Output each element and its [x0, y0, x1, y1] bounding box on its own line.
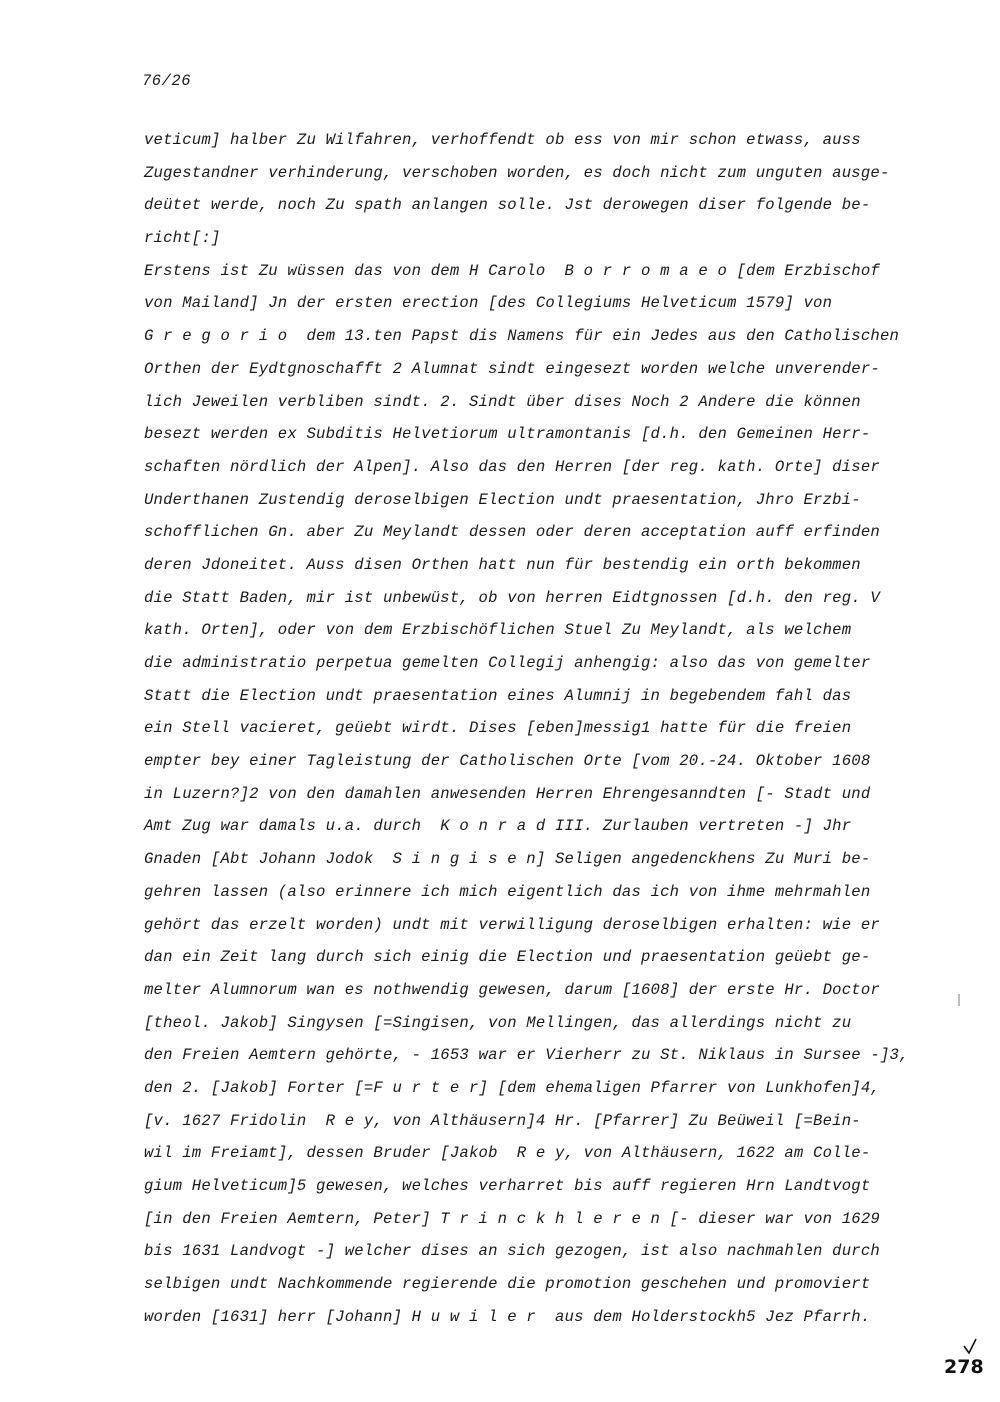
- text-line: die administratio perpetua gemelten Collegij anhengig: also das von gemelter: [144, 654, 871, 672]
- text-line: melter Alumnorum wan es nothwendig gewesen, darum [1608] der erste Hr. Doctor: [144, 980, 880, 999]
- text-line: den 2. [Jakob] Forter [=F u r t e r] [dem ehemaligen Pfarrer von Lunkhofen]4,: [144, 1078, 880, 1097]
- text-line: [theol. Jakob] Singysen [=Singisen, von Mellingen, das allerdings nicht zu: [144, 1013, 852, 1032]
- document-body: [144, 124, 934, 1333]
- text-line: Erstens ist Zu wüssen das von dem H Carolo B o r r o m a e o [dem Erzbischof: [144, 261, 880, 280]
- text-line: [in den Freien Aemtern, Peter] T r i n c k h l e r e n [- dieser war von 1629: [144, 1209, 880, 1228]
- text-line: kath. Orten], oder von dem Erzbischöflichen Stuel Zu Meylandt, als welchem: [144, 621, 852, 640]
- text-line: G r e g o r i o dem 13.ten Papst dis Namens für ein Jedes aus den Catholischen: [144, 327, 900, 346]
- archive-stamp: 278: [944, 1356, 984, 1378]
- text-line: gehren lassen (also erinnere ich mich eigentlich das ich von ihme mehrmahlen: [144, 882, 871, 901]
- text-line: [v. 1627 Fridolin R e y, von Althäusern]4 Hr. [Pfarrer] Zu Beüweil [=Bein-: [144, 1111, 861, 1130]
- text-line: selbigen undt Nachkommende regierende die promotion geschehen und promoviert: [144, 1275, 871, 1294]
- text-line: empter bey einer Tagleistung der Catholischen Orte [vom 20.-24. Oktober 1608: [144, 752, 871, 771]
- text-line: die Statt Baden, mir ist unbewüst, ob von herren Eidtgnossen [d.h. den reg. V: [144, 588, 880, 607]
- text-line: bis 1631 Landvogt -] welcher dises an sich gezogen, ist also nachmahlen durch: [144, 1242, 880, 1261]
- text-line: Underthanen Zustendig deroselbigen Election undt praesentation, Jhro Erzbi-: [144, 490, 861, 509]
- text-line: ein Stell vacieret, geüebt wirdt. Dises [eben]messig1 hatte für die freien: [144, 719, 852, 738]
- text-line: schofflichen Gn. aber Zu Meylandt dessen oder deren acceptation auff erfinden: [144, 523, 880, 542]
- text-line: deütet werde, noch Zu spath anlangen solle. Jst derowegen diser folgende be-: [144, 196, 871, 215]
- check-icon: [962, 1338, 978, 1356]
- text-line: Amt Zug war damals u.a. durch K o n r a d III. Zurlauben vertreten -] Jhr: [144, 817, 852, 836]
- text-line: dan ein Zeit lang durch sich einig die Election und praesentation geüebt ge-: [144, 948, 871, 967]
- text-line: Orthen der Eydtgnoschafft 2 Alumnat sindt eingesezt worden welche unverender-: [144, 359, 880, 378]
- text-line: gehört das erzelt worden) undt mit verwilligung deroselbigen erhalten: wie er: [144, 915, 880, 934]
- text-line: Gnaden [Abt Johann Jodok S i n g i s e n] Seligen angedenckhens Zu Muri be-: [144, 850, 871, 869]
- margin-mark: [958, 994, 960, 1006]
- text-line: worden [1631] herr [Johann] H u w i l e r aus dem Holderstockh5 Jez Pfarrh.: [144, 1307, 871, 1326]
- text-line: lich Jeweilen verbliben sindt. 2. Sindt über dises Noch 2 Andere die können: [144, 392, 861, 411]
- text-line: den Freien Aemtern gehörte, - 1653 war er Vierherr zu St. Niklaus in Sursee -]3,: [144, 1046, 909, 1065]
- text-line: veticum] halber Zu Wilfahren, verhoffendt ob ess von mir schon etwass, auss: [144, 131, 861, 149]
- page-reference: 76/26: [142, 72, 192, 90]
- text-line: gium Helveticum]5 gewesen, welches verharret bis auff regieren Hrn Landtvogt: [144, 1177, 871, 1195]
- text-line: Zugestandner verhinderung, verschoben worden, es doch nicht zum unguten ausge-: [144, 163, 890, 182]
- text-line: von Mailand] Jn der ersten erection [des Collegiums Helveticum 1579] von: [144, 294, 833, 313]
- text-line: in Luzern?]2 von den damahlen anwesenden Herren Ehrengesanndten [- Stadt und: [144, 784, 871, 803]
- text-line: Statt die Election undt praesentation eines Alumnij in begebendem fahl das: [144, 686, 852, 705]
- text-line: besezt werden ex Subditis Helvetiorum ultramontanis [d.h. den Gemeinen Herr-: [144, 425, 871, 444]
- text-line: schaften nördlich der Alpen]. Also das den Herren [der reg. kath. Orte] diser: [144, 457, 880, 476]
- text-line: richt[:]: [144, 229, 221, 248]
- text-line: wil im Freiamt], dessen Bruder [Jakob R e y, von Althäusern, 1622 am Colle-: [144, 1144, 871, 1163]
- text-line: deren Jdoneitet. Auss disen Orthen hatt nun für bestendig ein orth bekommen: [144, 555, 861, 574]
